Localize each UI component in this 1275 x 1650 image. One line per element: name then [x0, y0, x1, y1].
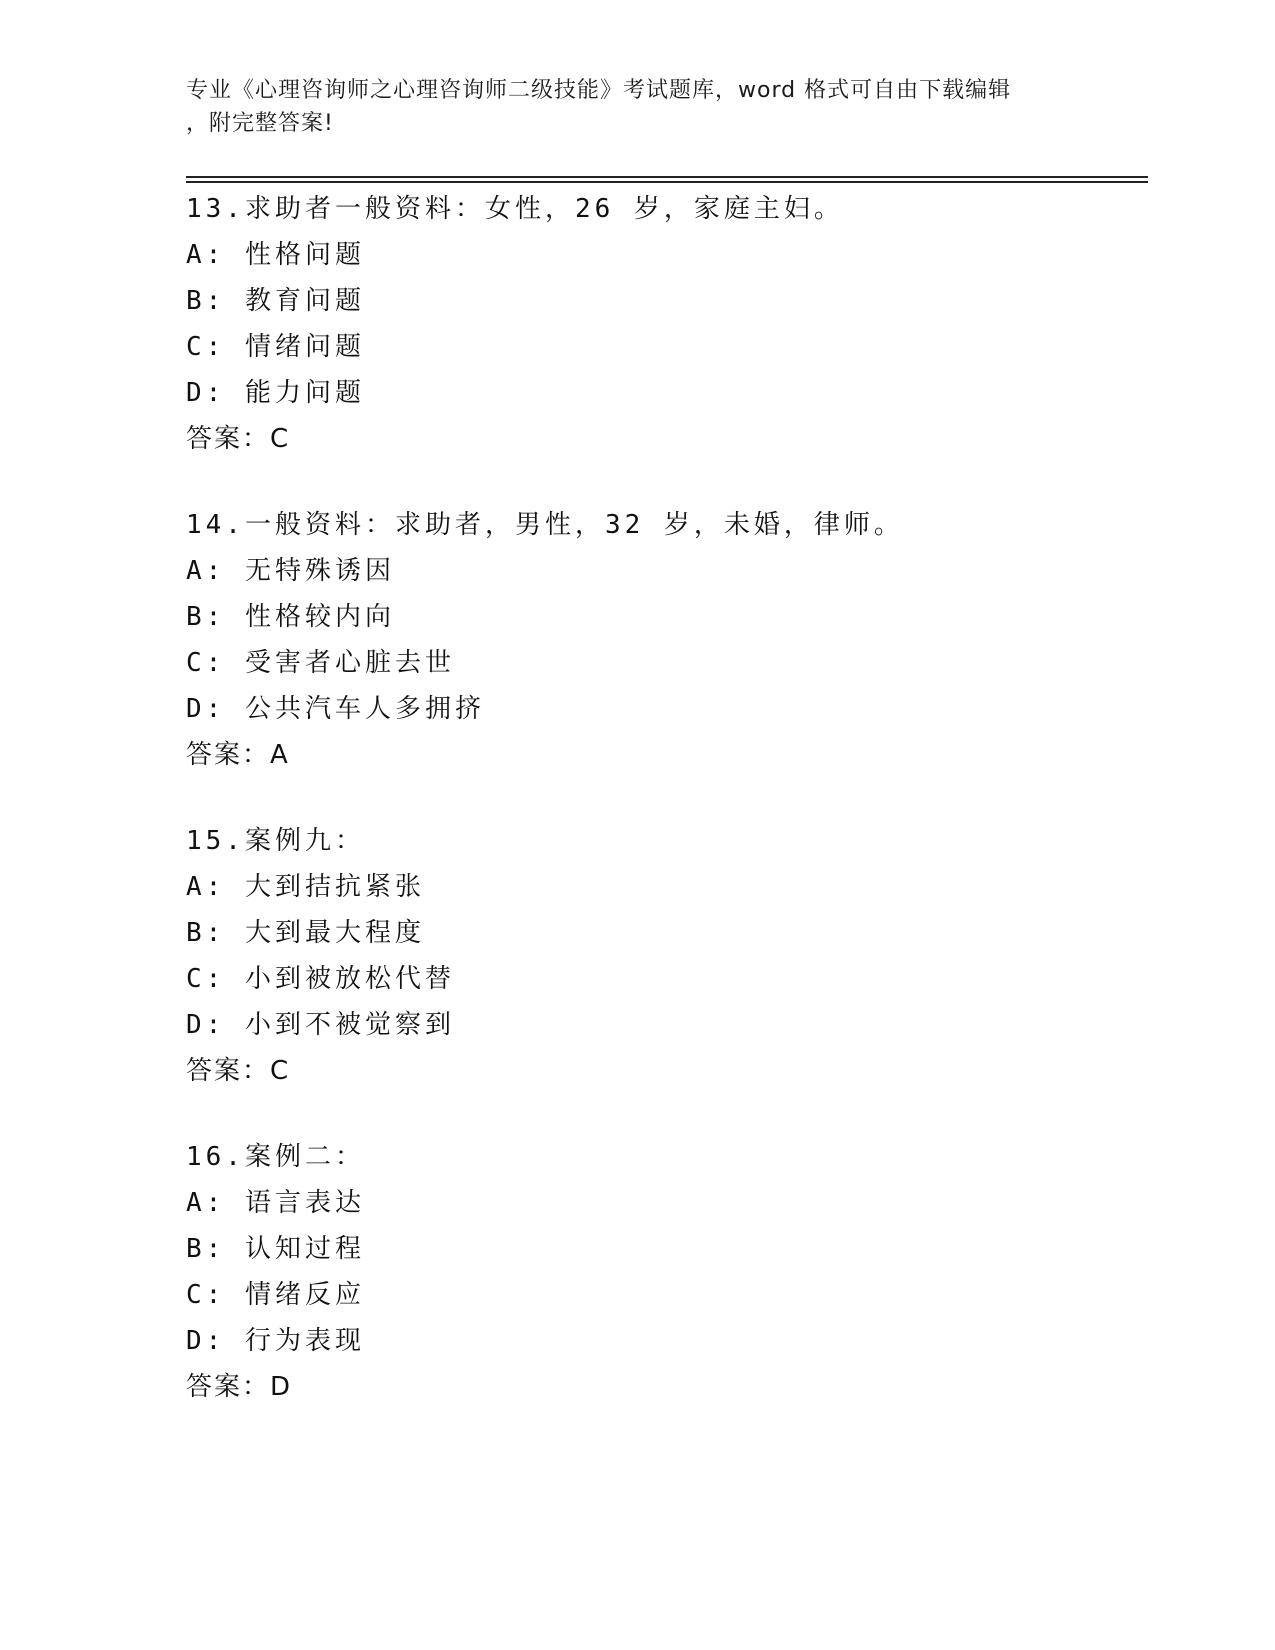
- answer-line: 答案：C: [186, 424, 291, 454]
- document-header: [186, 74, 1086, 140]
- question-16: [186, 1134, 1136, 1410]
- question-14: [186, 502, 1136, 778]
- answer-line: 答案：D: [186, 1372, 293, 1402]
- option-b: B: 大到最大程度: [186, 918, 425, 948]
- option-d: D: 小到不被觉察到: [186, 1010, 455, 1040]
- option-b: B: 认知过程: [186, 1234, 365, 1264]
- option-c: C: 小到被放松代替: [186, 964, 455, 994]
- option-c: C: 情绪问题: [186, 332, 365, 362]
- option-d: D: 能力问题: [186, 378, 365, 408]
- option-a: A: 大到拮抗紧张: [186, 872, 425, 902]
- option-b: B: 教育问题: [186, 286, 365, 316]
- option-a: A: 语言表达: [186, 1188, 365, 1218]
- option-a: A: 无特殊诱因: [186, 556, 395, 586]
- header-divider-top: [186, 176, 1148, 178]
- option-d: D: 行为表现: [186, 1326, 365, 1356]
- option-c: C: 情绪反应: [186, 1280, 365, 1310]
- answer-line: 答案：C: [186, 1056, 291, 1086]
- header-divider-bottom: [186, 181, 1148, 183]
- option-d: D: 公共汽车人多拥挤: [186, 694, 485, 724]
- option-b: B: 性格较内向: [186, 602, 395, 632]
- answer-line: 答案：A: [186, 740, 290, 770]
- question-stem: 13.求助者一般资料：女性，26 岁，家庭主妇。: [186, 194, 844, 224]
- option-c: C: 受害者心脏去世: [186, 648, 455, 678]
- question-stem: 16.案例二：: [186, 1142, 365, 1172]
- question-stem: 14.一般资料：求助者，男性，32 岁，未婚，律师。: [186, 510, 904, 540]
- question-stem: 15.案例九：: [186, 826, 365, 856]
- question-13: [186, 186, 1136, 462]
- option-a: A: 性格问题: [186, 240, 365, 270]
- header-line-2: ，附完整答案!: [186, 111, 334, 136]
- header-line-1: 专业《心理咨询师之心理咨询师二级技能》考试题库，word 格式可自由下载编辑: [186, 78, 1012, 103]
- question-15: [186, 818, 1136, 1094]
